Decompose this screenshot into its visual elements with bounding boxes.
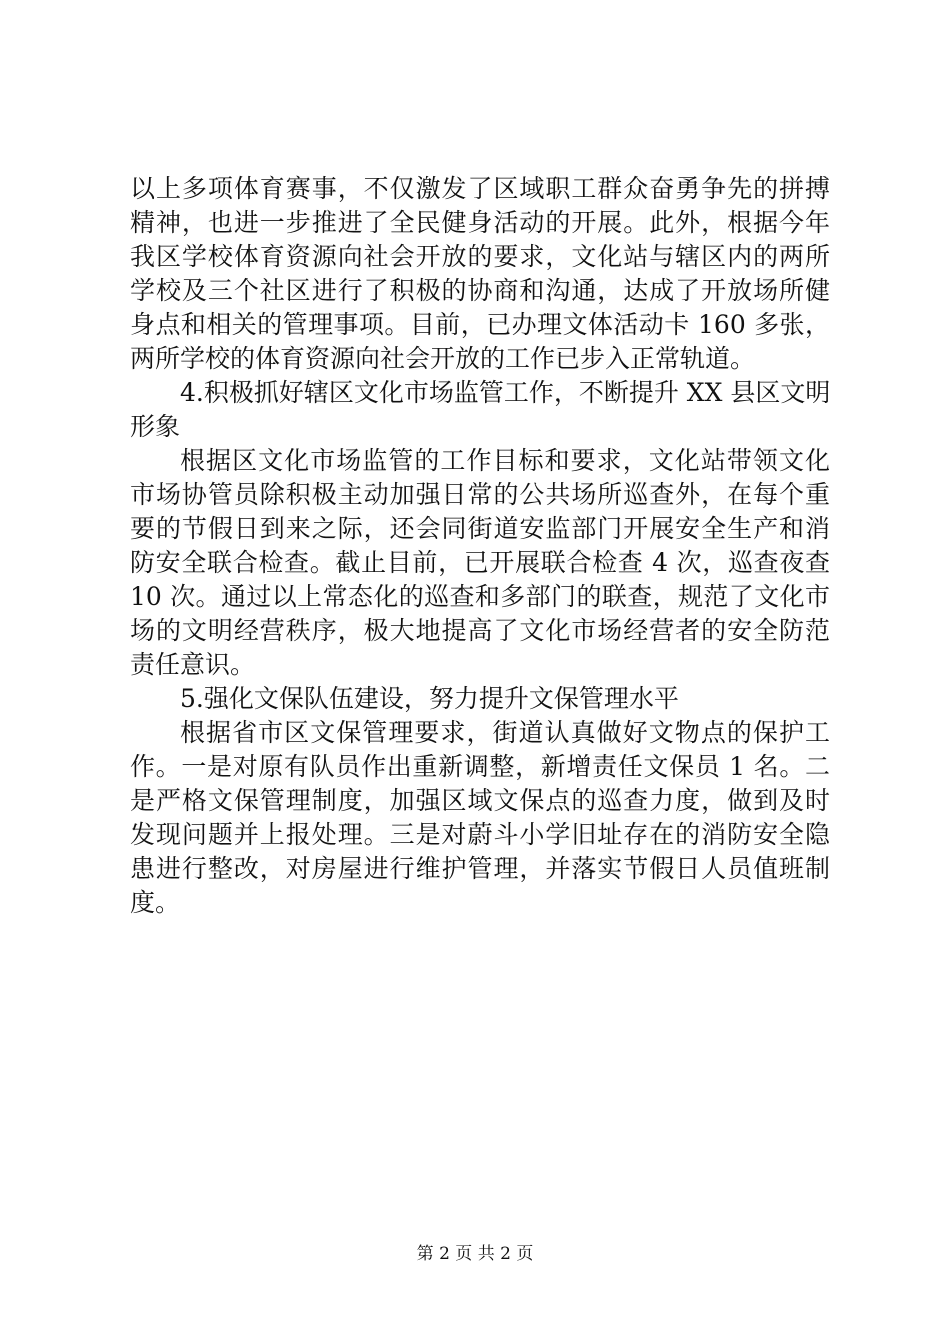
section-heading: 5.强化文保队伍建设，努力提升文保管理水平 xyxy=(180,684,679,713)
text-line: 精神，也进一步推进了全民健身活动的开展。此外，根据今年 xyxy=(130,208,830,237)
text-line: 10 次。通过以上常态化的巡查和多部门的联查，规范了文化市 xyxy=(130,582,830,611)
text-line: 患进行整改，对房屋进行维护管理，并落实节假日人员值班制 xyxy=(130,854,830,883)
text-line: 市场协管员除积极主动加强日常的公共场所巡查外，在每个重 xyxy=(130,480,830,509)
text-line: 学校及三个社区进行了积极的协商和沟通，达成了开放场所健 xyxy=(130,276,830,305)
text-line: 以上多项体育赛事，不仅激发了区域职工群众奋勇争先的拼搏 xyxy=(130,174,830,203)
text-line: 度。 xyxy=(130,888,181,917)
section-heading: 形象 xyxy=(130,412,181,441)
text-line: 身点和相关的管理事项。目前，已办理文体活动卡 160 多张， xyxy=(130,310,830,339)
text-line: 防安全联合检查。截止目前，已开展联合检查 4 次，巡查夜查 xyxy=(130,548,830,577)
text-line: 要的节假日到来之际，还会同街道安监部门开展安全生产和消 xyxy=(130,514,830,543)
text-line: 根据省市区文保管理要求，街道认真做好文物点的保护工 xyxy=(180,718,830,747)
text-line: 场的文明经营秩序，极大地提高了文化市场经营者的安全防范 xyxy=(130,616,830,645)
document-body xyxy=(130,172,830,920)
text-line: 作。一是对原有队员作出重新调整，新增责任文保员 1 名。二 xyxy=(130,752,830,781)
page-number-footer: 第 2 页 共 2 页 xyxy=(416,1244,534,1264)
text-line: 是严格文保管理制度，加强区域文保点的巡查力度，做到及时 xyxy=(130,786,830,815)
section-heading: 4.积极抓好辖区文化市场监管工作，不断提升 XX 县区文明 xyxy=(180,378,830,407)
text-line: 发现问题并上报处理。三是对蔚斗小学旧址存在的消防安全隐 xyxy=(130,820,830,849)
text-line: 两所学校的体育资源向社会开放的工作已步入正常轨道。 xyxy=(130,344,756,373)
text-line: 我区学校体育资源向社会开放的要求，文化站与辖区内的两所 xyxy=(130,242,830,271)
text-line: 根据区文化市场监管的工作目标和要求，文化站带领文化 xyxy=(180,446,830,475)
text-line: 责任意识。 xyxy=(130,650,256,679)
